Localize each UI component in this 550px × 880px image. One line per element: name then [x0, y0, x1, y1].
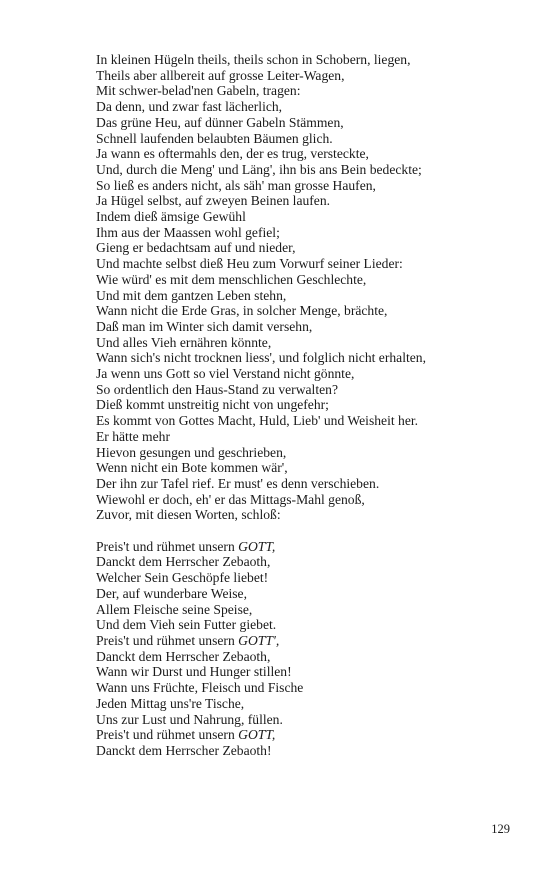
- stanza-break: [96, 523, 536, 539]
- hymn-line: Danckt dem Herrscher Zebaoth,: [96, 554, 271, 570]
- poem-line: Schnell laufenden belaubten Bäumen glich.: [96, 130, 333, 146]
- stanza-hymn: [96, 539, 536, 759]
- hymn-line: Danckt dem Herrscher Zebaoth!: [96, 742, 272, 758]
- poem-line: Daß man im Winter sich damit versehn,: [96, 318, 313, 334]
- poem-line: Es kommt von Gottes Macht, Huld, Lieb' und Weisheit her.: [96, 413, 419, 429]
- hymn-line: Preis't und rühmet unsern GOTT,: [96, 727, 276, 743]
- hymn-line: Jeden Mittag uns're Tische,: [96, 695, 245, 711]
- poem-line: Wie würd' es mit dem menschlichen Geschlechte,: [96, 271, 367, 287]
- poem-line: Ihm aus der Maassen wohl gefiel;: [96, 224, 280, 240]
- poem-line: Und, durch die Meng' und Läng', ihn bis ans Bein bedeckte;: [96, 161, 422, 177]
- poem-line: Hievon gesungen und geschrieben,: [96, 444, 287, 460]
- poem-line: Mit schwer-belad'nen Gabeln, tragen:: [96, 83, 301, 99]
- hymn-line: Uns zur Lust und Nahrung, füllen.: [96, 711, 283, 727]
- hymn-line: Preis't und rühmet unsern GOTT',: [96, 633, 280, 648]
- hymn-line: Allem Fleische seine Speise,: [96, 601, 253, 617]
- poem-line: Ja Hügel selbst, auf zweyen Beinen laufen.: [96, 193, 331, 209]
- hymn-line: Der, auf wunderbare Weise,: [96, 585, 247, 601]
- poem-line: Und machte selbst dieß Heu zum Vorwurf seiner Lieder:: [96, 256, 403, 272]
- poem-line: Ja wenn uns Gott so viel Verstand nicht gönnte,: [96, 366, 355, 382]
- poem-line: So ordentlich den Haus-Stand zu verwalten?: [96, 381, 338, 397]
- poem-line: Da denn, und zwar fast lächerlich,: [96, 99, 283, 115]
- poem-line: Theils aber allbereit auf grosse Leiter-Wagen,: [96, 67, 345, 83]
- hymn-line: Wann uns Früchte, Fleisch und Fische: [96, 680, 304, 696]
- poem-line: Ja wann es oftermahls den, der es trug, versteckte,: [96, 146, 369, 162]
- poem-line: Wann nicht die Erde Gras, in solcher Menge, brächte,: [96, 303, 388, 319]
- poem-line: Indem dieß ämsige Gewühl: [96, 209, 246, 225]
- hymn-line: Welcher Sein Geschöpfe liebet!: [96, 570, 269, 586]
- poem-line: Wiewohl er doch, eh' er das Mittags-Mahl genoß,: [96, 491, 365, 507]
- poem-line: Dieß kommt unstreitig nicht von ungefehr;: [96, 397, 329, 413]
- poem-line: In kleinen Hügeln theils, theils schon in Schobern, liegen,: [96, 52, 411, 67]
- page-number: 129: [491, 822, 510, 836]
- stanza-narrative: [96, 52, 536, 523]
- poem-line: Der ihn zur Tafel rief. Er must' es denn verschieben.: [96, 475, 380, 491]
- poem-line: Und mit dem gantzen Leben stehn,: [96, 287, 287, 303]
- poem-line: So ließ es anders nicht, als säh' man grosse Haufen,: [96, 177, 376, 193]
- hymn-line: Und dem Vieh sein Futter giebet.: [96, 617, 277, 633]
- hymn-line: Wann wir Durst und Hunger stillen!: [96, 664, 292, 680]
- poem-line: Gieng er bedachtsam auf und nieder,: [96, 240, 296, 256]
- hymn-line: Danckt dem Herrscher Zebaoth,: [96, 648, 271, 664]
- poem-line: Er hätte mehr: [96, 428, 170, 444]
- poem-line: Das grüne Heu, auf dünner Gabeln Stämmen,: [96, 114, 344, 130]
- poem-line: Und alles Vieh ernähren könnte,: [96, 334, 272, 350]
- poem-line: Wenn nicht ein Bote kommen wär',: [96, 460, 288, 476]
- poem-line: Zuvor, mit diesen Worten, schloß:: [96, 507, 281, 523]
- hymn-line: Preis't und rühmet unsern GOTT,: [96, 538, 276, 554]
- poem-line: Wann sich's nicht trocknen liess', und folglich nicht erhalten,: [96, 350, 426, 366]
- poem-text: [96, 52, 536, 759]
